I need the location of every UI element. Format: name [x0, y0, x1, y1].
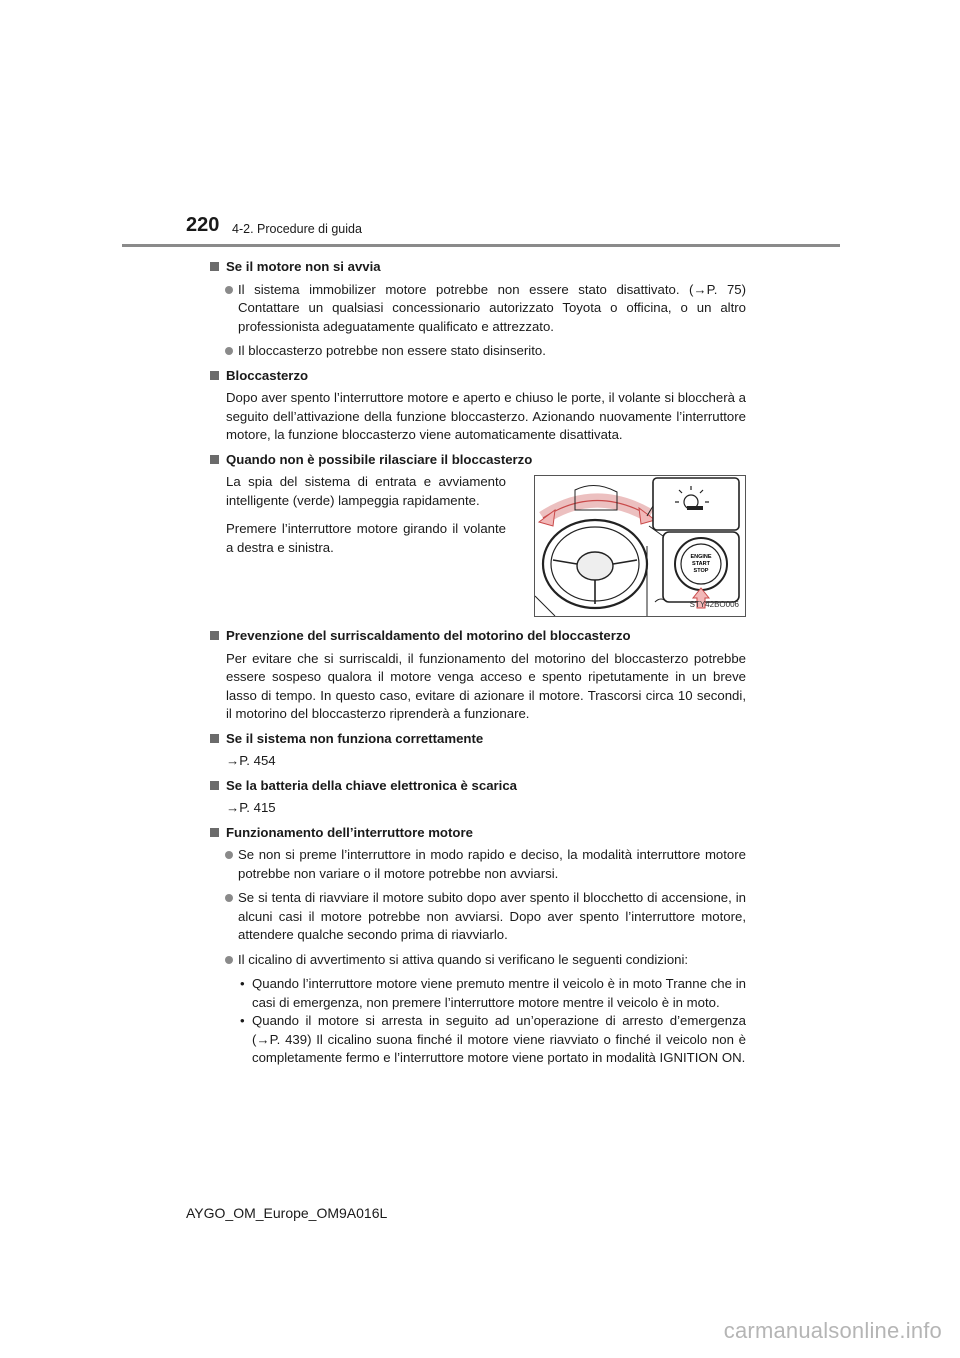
- section-heading: Quando non è possibile rilasciare il bloccasterzo: [226, 451, 533, 467]
- section-heading: Prevenzione del surriscaldamento del motorino del bloccasterzo: [226, 628, 631, 643]
- bullet-text: Se si tenta di riavviare il motore subito dopo aver spento il blocchetto di accensione, in alcuni casi il motore potrebbe non avviarsi. Dopo aver spento l’interruttore motore, attendere qualche secondo prima di riavviarlo.: [238, 890, 746, 942]
- square-bullet-icon: [210, 631, 219, 640]
- square-bullet-icon: [210, 828, 219, 837]
- document-code: AYGO_OM_Europe_OM9A016L: [186, 1205, 388, 1221]
- section-release-lock: [210, 451, 746, 618]
- header-rule: [122, 244, 840, 247]
- round-bullet-icon: [225, 347, 233, 355]
- paragraph-text: Premere l’interruttore motore girando il volante a destra e sinistra.: [226, 521, 506, 555]
- square-bullet-icon: [210, 262, 219, 271]
- section-key-battery: [210, 777, 746, 818]
- round-bullet-icon: [225, 286, 233, 294]
- section-engine-switch: [210, 824, 746, 1068]
- watermark: carmanualsonline.info: [723, 1318, 942, 1343]
- sub-bullet-icon: •: [240, 976, 245, 991]
- sub-bullet-icon: •: [240, 1013, 245, 1028]
- page-reference-link[interactable]: →P. 415: [226, 800, 276, 815]
- bullet-text: Il bloccasterzo potrebbe non essere stato disinserito.: [238, 343, 546, 358]
- square-bullet-icon: [210, 781, 219, 790]
- section-heading: Se il sistema non funziona correttamente: [226, 730, 484, 746]
- sub-item-text: Quando l’interruttore motore viene premuto mentre il veicolo è in moto Tranne che in casi di emergenza, non premere l’interruttore motore mentre il veicolo è in moto.: [252, 976, 746, 1010]
- square-bullet-icon: [210, 734, 219, 743]
- page-header: [0, 0, 960, 250]
- square-bullet-icon: [210, 455, 219, 464]
- illustration-code: STY42BO006: [689, 599, 739, 609]
- square-bullet-icon: [210, 371, 219, 380]
- button-label: ENGINE: [690, 554, 712, 560]
- paragraph-text: Dopo aver spento l’interruttore motore e aperto e chiuso le porte, il volante si bloccherà a seguito dell’attivazione della funzione bloccasterzo. Azionando nuovamente l’interruttore motore, la funzione bloccasterzo viene automaticamente disattivata.: [226, 390, 746, 442]
- paragraph-text: La spia del sistema di entrata e avviamento intelligente (verde) lampeggia rapidamente.: [226, 474, 506, 508]
- section-heading: Funzionamento dell’interruttore motore: [226, 824, 473, 840]
- bullet-text: Il cicalino di avvertimento si attiva quando si verificano le seguenti condizioni:: [238, 951, 689, 967]
- section-heading: Se il motore non si avvia: [226, 259, 381, 274]
- button-label: STOP: [693, 568, 709, 574]
- paragraph-text: Per evitare che si surriscaldi, il funzionamento del motorino del bloccasterzo potrebbe essere sospeso qualora il motore venga acceso e spento ripetutamente in un breve lasso di tempo. In questo caso, evitare di azionare il motore. Trascorsi circa 10 secondi, il motorino del bloccasterzo riprenderà a funzionare.: [226, 650, 746, 721]
- section-overheating: [210, 627, 746, 724]
- section-malfunction: [210, 730, 746, 771]
- section-steering-lock: [210, 367, 746, 445]
- section-title: 4-2. Procedure di guida: [232, 222, 362, 236]
- section-heading: Se la batteria della chiave elettronica è scarica: [226, 777, 518, 793]
- page-content: [210, 254, 746, 1068]
- bullet-text: Se non si preme l’interruttore in modo rapido e deciso, la modalità interruttore motore potrebbe non variare o il motore potrebbe non avviarsi.: [238, 847, 746, 881]
- button-label: START: [692, 561, 710, 567]
- page-number: 220: [186, 214, 220, 236]
- bullet-text: Il sistema immobilizer motore potrebbe non essere stato disattivato. (→P. 75) Contattare un qualsiasi concessionario autorizzato Toyota o officina, o un altro professionista adeguatamente qualificato e attrezzato.: [238, 281, 746, 334]
- sub-item-text: Quando il motore si arresta in seguito ad un’operazione di arresto d’emergenza (→P. 439) Il cicalino suona finché il motore viene riavviato o finché il veicolo non è completamente fermo e l’interruttore motore viene portato in modalità IGNITION ON.: [252, 1013, 746, 1065]
- page-reference-link[interactable]: →P. 454: [226, 753, 276, 768]
- section-engine-no-start: [210, 258, 746, 361]
- steering-wheel-illustration: [534, 475, 746, 617]
- round-bullet-icon: [225, 894, 233, 902]
- round-bullet-icon: [225, 851, 233, 859]
- section-heading: Bloccasterzo: [226, 367, 309, 383]
- round-bullet-icon: [225, 956, 233, 964]
